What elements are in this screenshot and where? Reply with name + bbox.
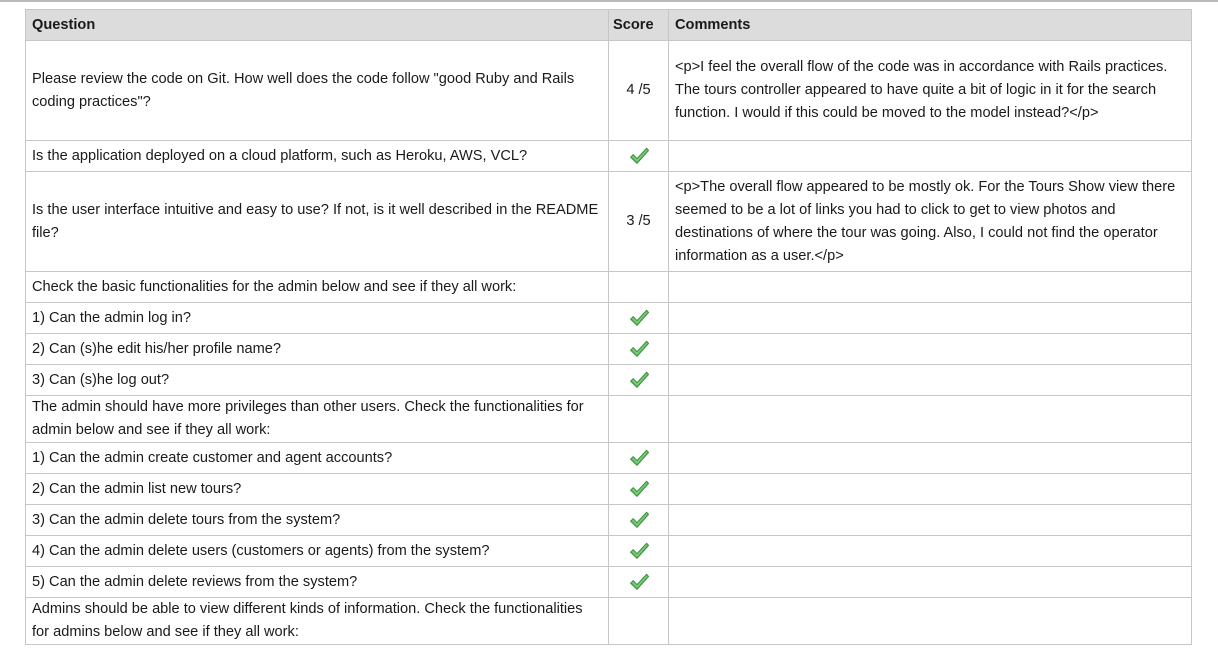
comment-cell (669, 141, 1192, 172)
question-cell: 4) Can the admin delete users (customers or agents) from the system? (26, 536, 609, 567)
score-cell (609, 41, 669, 141)
table-row (26, 303, 1192, 334)
comment-cell (669, 505, 1192, 536)
score-cell (609, 598, 669, 645)
score-value: 4 /5 (626, 82, 651, 98)
checkmark-icon (628, 372, 650, 388)
score-cell (609, 536, 669, 567)
question-cell: Check the basic functionalities for the admin below and see if they all work: (26, 272, 609, 303)
score-column-header: Score (609, 10, 669, 41)
comment-cell (669, 303, 1192, 334)
comment-cell (669, 365, 1192, 396)
score-cell (609, 567, 669, 598)
top-divider (0, 0, 1218, 2)
comment-cell (669, 598, 1192, 645)
comment-cell (669, 536, 1192, 567)
comment-cell: <p>I feel the overall flow of the code was in accordance with Rails practices. The tours controller appeared to have quite a bit of logic in it for the search function. I would if this could be moved to the model instead?</p> (669, 41, 1192, 141)
table-row (26, 567, 1192, 598)
table-row (26, 365, 1192, 396)
score-cell (609, 443, 669, 474)
question-cell: Admins should be able to view different kinds of information. Check the functionalities for admins below and see if they all work: (26, 598, 609, 645)
checkmark-icon (628, 512, 650, 528)
table-row (26, 172, 1192, 272)
question-column-header: Question (26, 10, 609, 41)
question-cell: 2) Can the admin list new tours? (26, 474, 609, 505)
comment-cell (669, 567, 1192, 598)
question-cell: Please review the code on Git. How well does the code follow "good Ruby and Rails coding practices"? (26, 41, 609, 141)
score-value: 3 /5 (626, 213, 651, 229)
table-row (26, 272, 1192, 303)
score-cell (609, 303, 669, 334)
table-row (26, 396, 1192, 443)
table-header-row (26, 10, 1192, 41)
comment-cell (669, 272, 1192, 303)
score-cell (609, 172, 669, 272)
table-row (26, 505, 1192, 536)
comment-cell (669, 443, 1192, 474)
question-cell: Is the user interface intuitive and easy to use? If not, is it well described in the README file? (26, 172, 609, 272)
checkmark-icon (628, 310, 650, 326)
checkmark-icon (628, 481, 650, 497)
comment-cell (669, 474, 1192, 505)
checkmark-icon (628, 341, 650, 357)
comment-cell: <p>The overall flow appeared to be mostly ok. For the Tours Show view there seemed to be a lot of links you had to click to get to view photos and destinations of where the tour was going. Also, I could not find the operator information as a user.</p> (669, 172, 1192, 272)
table-row (26, 334, 1192, 365)
score-cell (609, 141, 669, 172)
question-cell: The admin should have more privileges than other users. Check the functionalities for admin below and see if they all work: (26, 396, 609, 443)
table-row (26, 443, 1192, 474)
score-cell (609, 505, 669, 536)
table-row (26, 41, 1192, 141)
table-row (26, 536, 1192, 567)
checkmark-icon (628, 543, 650, 559)
table-row (26, 474, 1192, 505)
table-row (26, 141, 1192, 172)
review-table (25, 9, 1192, 645)
comment-cell (669, 334, 1192, 365)
checkmark-icon (628, 148, 650, 164)
question-cell: 3) Can the admin delete tours from the system? (26, 505, 609, 536)
checkmark-icon (628, 450, 650, 466)
comments-column-header: Comments (669, 10, 1192, 41)
score-cell (609, 272, 669, 303)
question-cell: 2) Can (s)he edit his/her profile name? (26, 334, 609, 365)
question-cell: 3) Can (s)he log out? (26, 365, 609, 396)
question-cell: Is the application deployed on a cloud platform, such as Heroku, AWS, VCL? (26, 141, 609, 172)
comment-cell (669, 396, 1192, 443)
score-cell (609, 365, 669, 396)
score-cell (609, 334, 669, 365)
question-cell: 1) Can the admin create customer and agent accounts? (26, 443, 609, 474)
question-cell: 5) Can the admin delete reviews from the system? (26, 567, 609, 598)
question-cell: 1) Can the admin log in? (26, 303, 609, 334)
checkmark-icon (628, 574, 650, 590)
table-row (26, 598, 1192, 645)
score-cell (609, 396, 669, 443)
score-cell (609, 474, 669, 505)
